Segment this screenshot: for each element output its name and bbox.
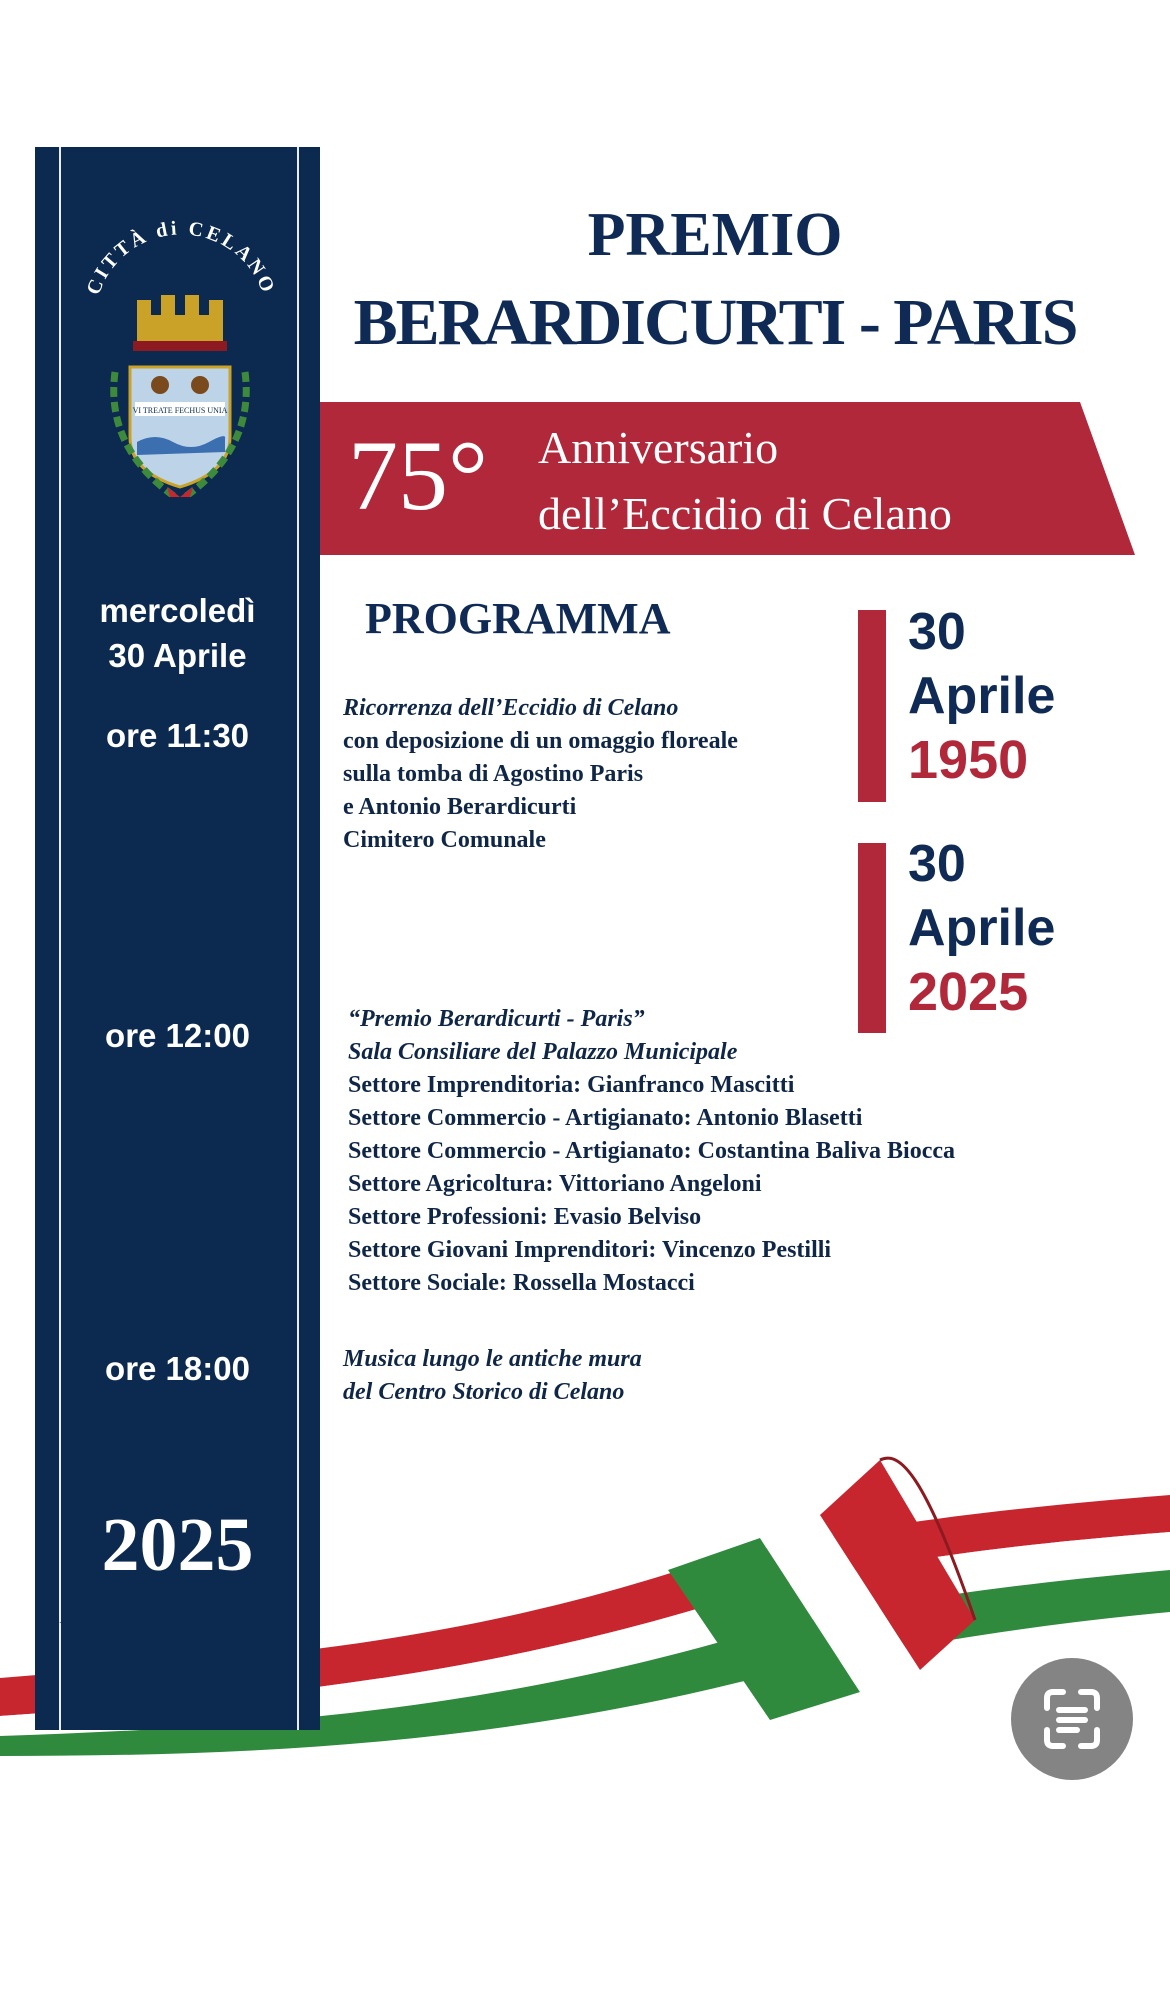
text-scan-icon — [1011, 1658, 1133, 1780]
award-line: Settore Commercio - Artigianato: Antonio Blasetti — [348, 1105, 863, 1131]
event-1-line: con deposizione di un omaggio floreale — [343, 728, 738, 754]
text-scan-button[interactable] — [1011, 1658, 1133, 1780]
date-bar-1950 — [858, 610, 886, 802]
celano-coat-of-arms — [75, 197, 285, 497]
award-line: Settore Imprenditoria: Gianfranco Mascitti — [348, 1072, 795, 1098]
date-1950-year: 1950 — [908, 730, 1029, 790]
event-1-title: Ricorrenza dell’Eccidio di Celano — [343, 695, 679, 721]
time-1200: ore 12:00 — [105, 1017, 250, 1054]
anniversary-number: 75° — [348, 420, 488, 531]
event-3 — [343, 1343, 823, 1409]
date-2025-year: 2025 — [908, 962, 1029, 1022]
title-line-1: PREMIO — [587, 201, 843, 269]
date-1950-month: Aprile — [908, 667, 1056, 725]
event-3-line: del Centro Storico di Celano — [343, 1379, 625, 1405]
banner-year: 2025 — [101, 1503, 254, 1587]
award-line: Settore Professioni: Evasio Belviso — [348, 1204, 702, 1230]
date-block-1950 — [908, 600, 1055, 792]
event-1 — [343, 692, 823, 857]
anniversary-line-2: dell’Eccidio di Celano — [538, 488, 952, 539]
time-1130: ore 11:30 — [105, 717, 250, 754]
svg-text:CITTÀ di CELANO — [82, 217, 279, 298]
date-banner — [35, 147, 320, 1730]
award-line: Settore Commercio - Artigianato: Costantina Baliva Biocca — [348, 1138, 956, 1164]
date-2025-day: 30 — [908, 835, 966, 893]
time-1800: ore 18:00 — [105, 1350, 250, 1387]
award-line: Settore Sociale: Rossella Mostacci — [348, 1270, 695, 1296]
award-line: Settore Agricoltura: Vittoriano Angeloni — [348, 1171, 762, 1197]
event-2 — [348, 1003, 1128, 1300]
event-2-title: “Premio Berardicurti - Paris” — [348, 1006, 645, 1032]
event-2-subtitle: Sala Consiliare del Palazzo Municipale — [348, 1039, 738, 1065]
event-1-line: Cimitero Comunale — [343, 827, 546, 853]
date-2025-month: Aprile — [908, 899, 1056, 957]
programma-heading: PROGRAMMA — [365, 594, 671, 643]
event-date: 30 Aprile — [108, 637, 247, 674]
banner-tip — [35, 1600, 320, 1730]
date-1950-day: 30 — [908, 603, 966, 661]
award-line: Settore Giovani Imprenditori: Vincenzo Pestilli — [348, 1237, 832, 1263]
title-line-2: BERARDICURTI - PARIS — [353, 286, 1077, 359]
anniversary-line-1: Anniversario — [538, 422, 779, 473]
event-day: mercoledì — [99, 592, 256, 629]
event-3-line: Musica lungo le antiche mura — [343, 1346, 642, 1372]
emblem-arc-text: CITTÀ di CELANO — [82, 217, 280, 298]
event-1-line: e Antonio Berardicurti — [343, 794, 577, 820]
emblem-motto: VI TREATE FECHUS UNIA — [132, 406, 228, 415]
date-block-2025 — [908, 832, 1055, 1024]
event-1-line: sulla tomba di Agostino Paris — [343, 761, 644, 787]
